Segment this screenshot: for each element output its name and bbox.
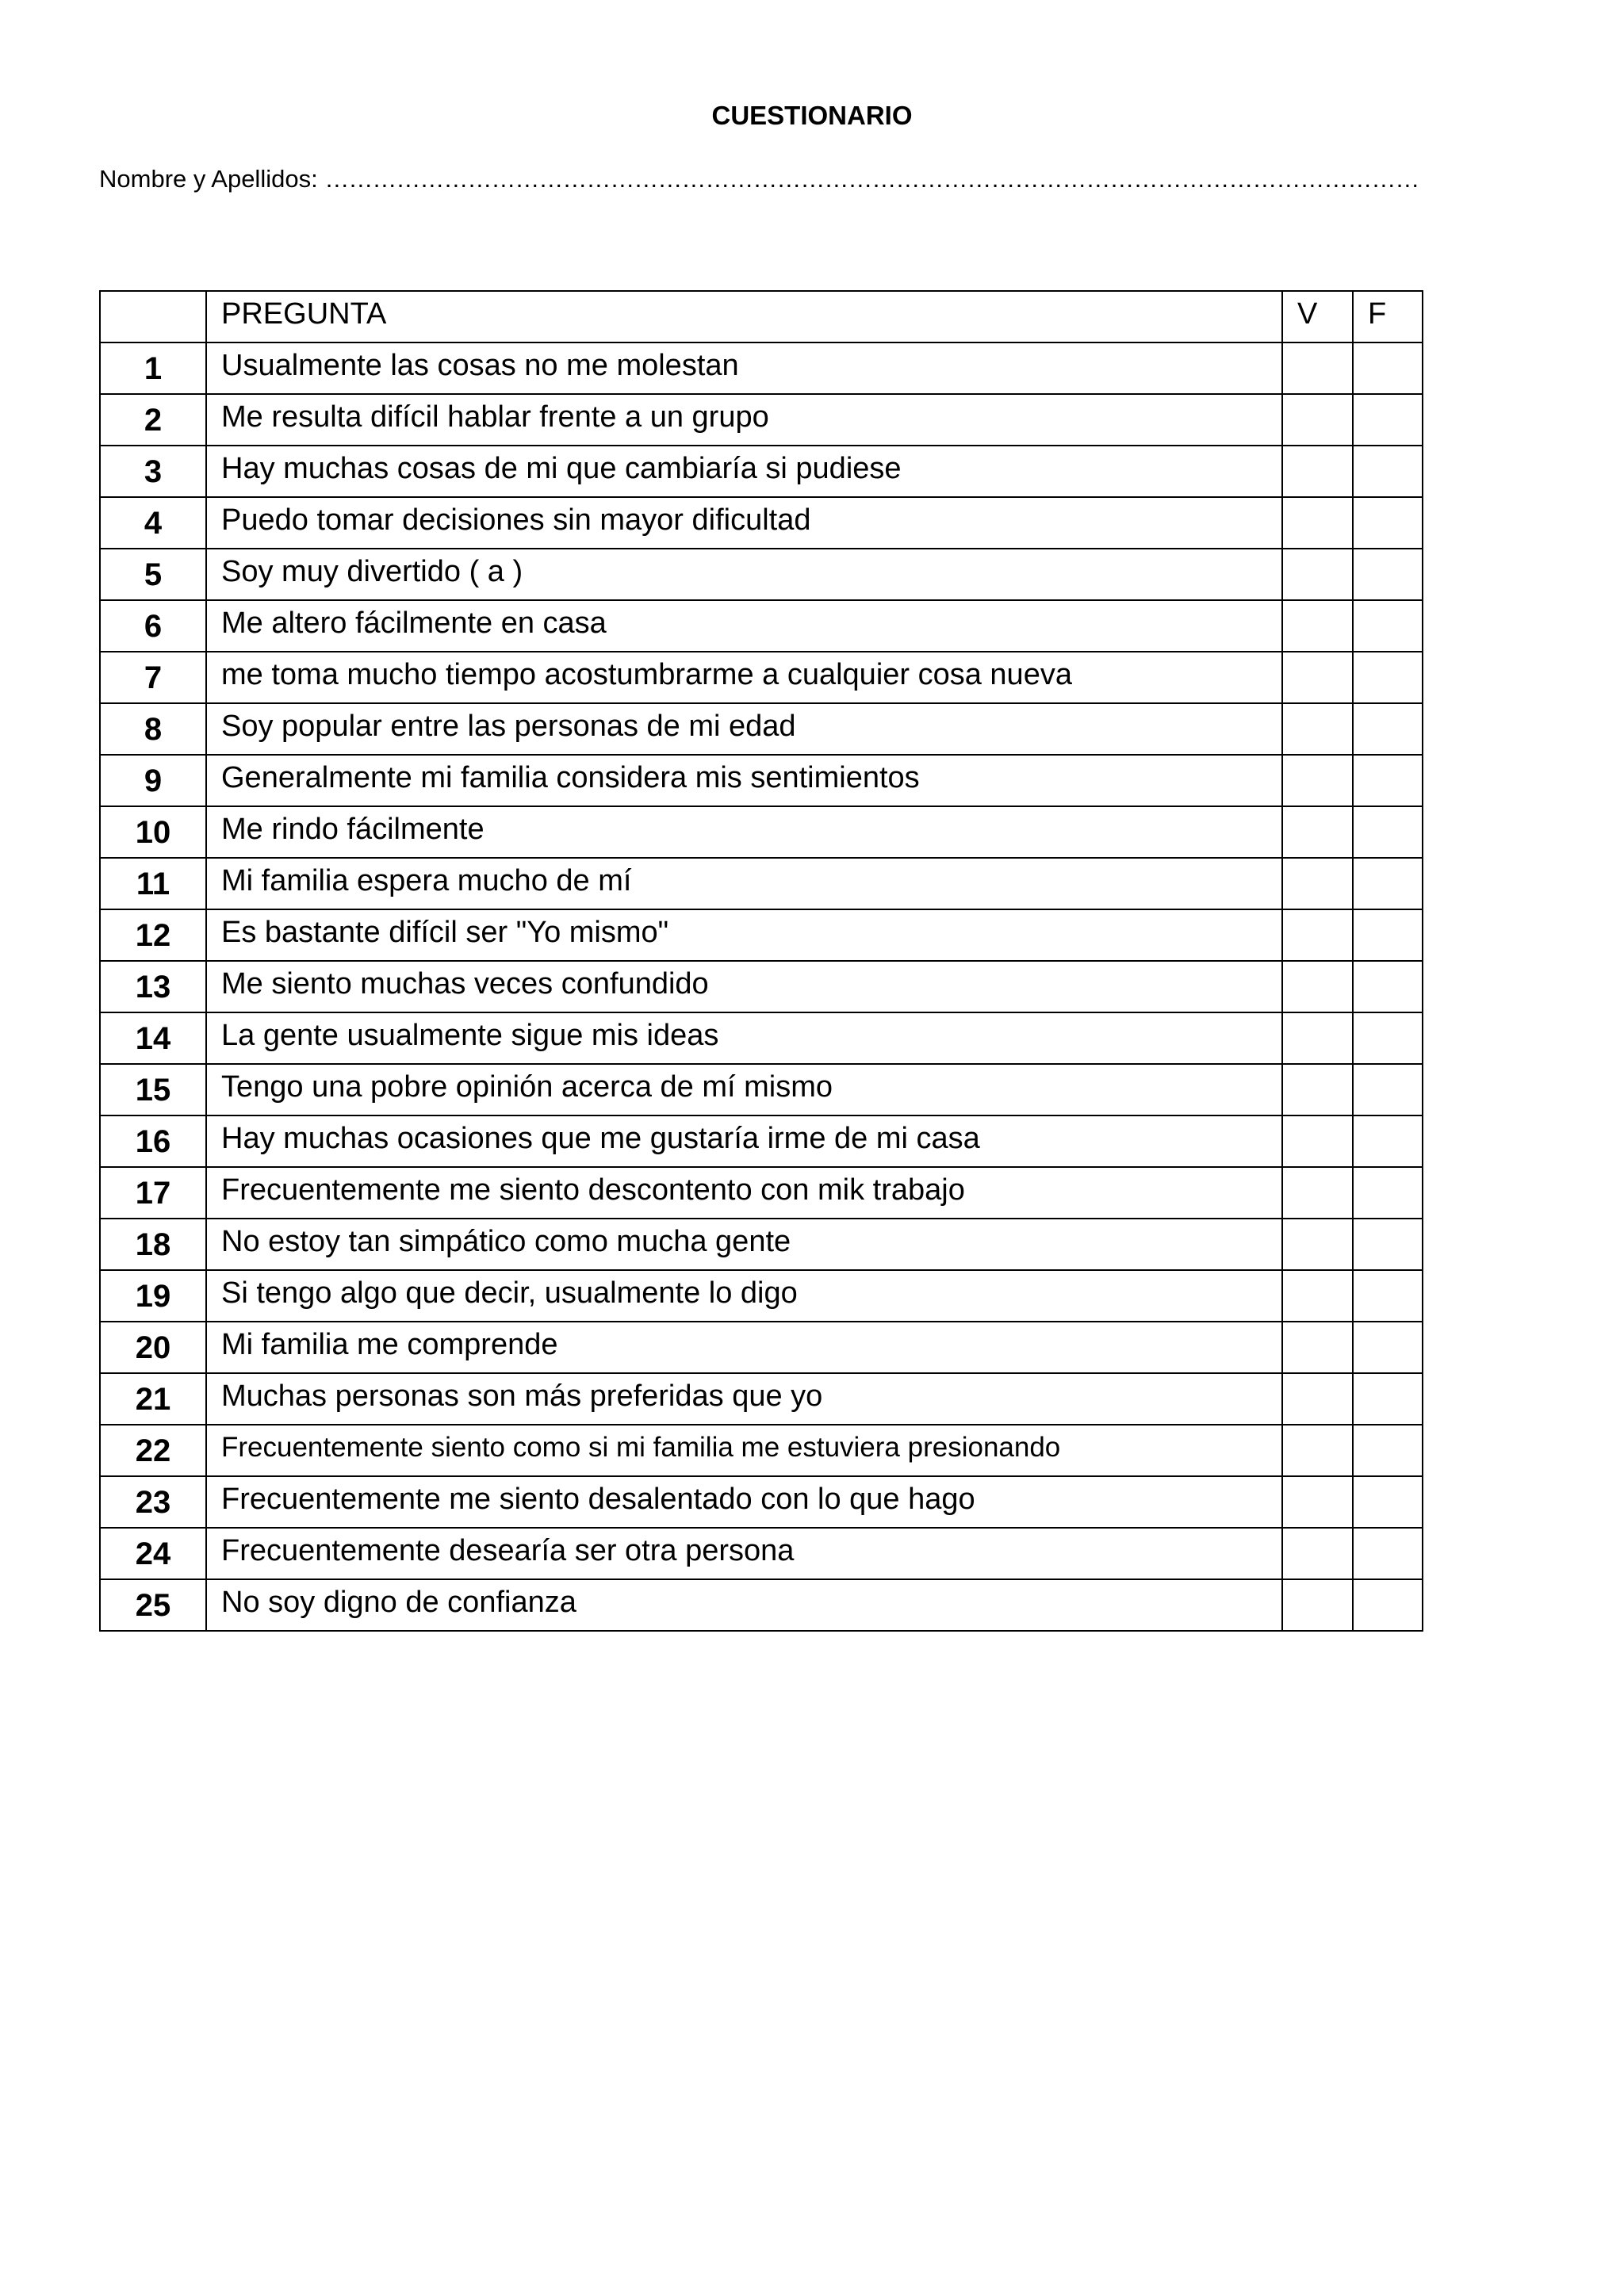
document-title: CUESTIONARIO [711,101,913,130]
answer-true-cell[interactable] [1282,806,1353,858]
answer-true-cell[interactable] [1282,1064,1353,1115]
answer-false-cell[interactable] [1353,1270,1423,1322]
table-row [100,1322,1423,1373]
question-text: Frecuentemente desearía ser otra persona [206,1528,1282,1579]
answer-false-cell[interactable] [1353,961,1423,1012]
question-number: 25 [100,1579,206,1631]
table-header-row [100,291,1423,342]
question-text: No soy digno de confianza [206,1579,1282,1631]
question-text: Hay muchas cosas de mi que cambiaría si pudiese [206,446,1282,497]
table-row [100,806,1423,858]
answer-true-cell[interactable] [1282,1115,1353,1167]
question-text: Usualmente las cosas no me molestan [206,342,1282,394]
answer-false-cell[interactable] [1353,858,1423,909]
table-row [100,600,1423,652]
answer-true-cell[interactable] [1282,755,1353,806]
header-false: F [1353,291,1423,342]
answer-false-cell[interactable] [1353,1476,1423,1528]
answer-true-cell[interactable] [1282,1425,1353,1476]
answer-false-cell[interactable] [1353,1219,1423,1270]
header-number [100,291,206,342]
answer-false-cell[interactable] [1353,1115,1423,1167]
question-text: Frecuentemente me siento descontento con mik trabajo [206,1167,1282,1219]
question-number: 8 [100,703,206,755]
answer-false-cell[interactable] [1353,806,1423,858]
question-text: Mi familia me comprende [206,1322,1282,1373]
table-row [100,1219,1423,1270]
answer-false-cell[interactable] [1353,446,1423,497]
question-text: Generalmente mi familia considera mis sentimientos [206,755,1282,806]
question-number: 22 [100,1425,206,1476]
answer-true-cell[interactable] [1282,1012,1353,1064]
question-number: 16 [100,1115,206,1167]
question-number: 15 [100,1064,206,1115]
answer-true-cell[interactable] [1282,1270,1353,1322]
question-text: La gente usualmente sigue mis ideas [206,1012,1282,1064]
table-row [100,1012,1423,1064]
question-number: 20 [100,1322,206,1373]
question-number: 5 [100,549,206,600]
table-row [100,1579,1423,1631]
answer-false-cell[interactable] [1353,703,1423,755]
question-text: Me siento muchas veces confundido [206,961,1282,1012]
answer-true-cell[interactable] [1282,1167,1353,1219]
header-true: V [1282,291,1353,342]
question-text: Me resulta difícil hablar frente a un grupo [206,394,1282,446]
question-text: me toma mucho tiempo acostumbrarme a cualquier cosa nueva [206,652,1282,703]
question-text: Frecuentemente me siento desalentado con lo que hago [206,1476,1282,1528]
answer-false-cell[interactable] [1353,600,1423,652]
table-row [100,909,1423,961]
question-number: 10 [100,806,206,858]
answer-false-cell[interactable] [1353,394,1423,446]
question-number: 3 [100,446,206,497]
table-row [100,1528,1423,1579]
answer-false-cell[interactable] [1353,1579,1423,1631]
answer-true-cell[interactable] [1282,1322,1353,1373]
table-row [100,549,1423,600]
question-number: 9 [100,755,206,806]
name-blank-line[interactable]: ………………………………………………………………………………………………………………………… [324,165,1419,193]
answer-true-cell[interactable] [1282,446,1353,497]
question-text: Me altero fácilmente en casa [206,600,1282,652]
question-text: Puedo tomar decisiones sin mayor dificultad [206,497,1282,549]
question-text: Me rindo fácilmente [206,806,1282,858]
table-row [100,1064,1423,1115]
question-text: Es bastante difícil ser "Yo mismo" [206,909,1282,961]
question-number: 6 [100,600,206,652]
table-row [100,703,1423,755]
answer-false-cell[interactable] [1353,1373,1423,1425]
name-label: Nombre y Apellidos: [99,165,318,193]
question-text: No estoy tan simpático como mucha gente [206,1219,1282,1270]
answer-false-cell[interactable] [1353,549,1423,600]
question-text: Soy popular entre las personas de mi edad [206,703,1282,755]
question-number: 21 [100,1373,206,1425]
answer-true-cell[interactable] [1282,1219,1353,1270]
question-text: Hay muchas ocasiones que me gustaría irme de mi casa [206,1115,1282,1167]
answer-true-cell[interactable] [1282,1528,1353,1579]
answer-true-cell[interactable] [1282,909,1353,961]
table-row [100,1425,1423,1476]
table-row [100,755,1423,806]
question-number: 19 [100,1270,206,1322]
answer-true-cell[interactable] [1282,1373,1353,1425]
question-number: 23 [100,1476,206,1528]
name-field[interactable] [99,163,1419,195]
answer-false-cell[interactable] [1353,1012,1423,1064]
answer-false-cell[interactable] [1353,1322,1423,1373]
table-row [100,446,1423,497]
table-row [100,858,1423,909]
table-row [100,1167,1423,1219]
answer-true-cell[interactable] [1282,1579,1353,1631]
question-number: 12 [100,909,206,961]
answer-false-cell[interactable] [1353,652,1423,703]
answer-true-cell[interactable] [1282,703,1353,755]
question-number: 17 [100,1167,206,1219]
question-text: Frecuentemente siento como si mi familia me estuviera presionando [206,1425,1282,1476]
table-row [100,394,1423,446]
answer-true-cell[interactable] [1282,394,1353,446]
answer-true-cell[interactable] [1282,497,1353,549]
table-row [100,652,1423,703]
answer-false-cell[interactable] [1353,1167,1423,1219]
table-row [100,1115,1423,1167]
question-number: 7 [100,652,206,703]
answer-true-cell[interactable] [1282,1476,1353,1528]
question-number: 24 [100,1528,206,1579]
table-row [100,1373,1423,1425]
question-text: Si tengo algo que decir, usualmente lo digo [206,1270,1282,1322]
table-row [100,1476,1423,1528]
answer-true-cell[interactable] [1282,858,1353,909]
answer-false-cell[interactable] [1353,342,1423,394]
table-row [100,497,1423,549]
question-number: 1 [100,342,206,394]
question-text: Soy muy divertido ( a ) [206,549,1282,600]
question-number: 13 [100,961,206,1012]
answer-true-cell[interactable] [1282,600,1353,652]
answer-true-cell[interactable] [1282,961,1353,1012]
answer-true-cell[interactable] [1282,549,1353,600]
table-row [100,1270,1423,1322]
answer-false-cell[interactable] [1353,1425,1423,1476]
question-number: 4 [100,497,206,549]
question-text: Mi familia espera mucho de mí [206,858,1282,909]
question-text: Muchas personas son más preferidas que yo [206,1373,1282,1425]
answer-true-cell[interactable] [1282,342,1353,394]
question-number: 2 [100,394,206,446]
table-row [100,961,1423,1012]
question-number: 14 [100,1012,206,1064]
table-row [100,342,1423,394]
answer-false-cell[interactable] [1353,1528,1423,1579]
questionnaire-table [99,290,1423,1632]
header-question: PREGUNTA [206,291,1282,342]
answer-true-cell[interactable] [1282,652,1353,703]
question-number: 11 [100,858,206,909]
answer-false-cell[interactable] [1353,909,1423,961]
question-text: Tengo una pobre opinión acerca de mí mismo [206,1064,1282,1115]
answer-false-cell[interactable] [1353,755,1423,806]
question-number: 18 [100,1219,206,1270]
answer-false-cell[interactable] [1353,497,1423,549]
answer-false-cell[interactable] [1353,1064,1423,1115]
